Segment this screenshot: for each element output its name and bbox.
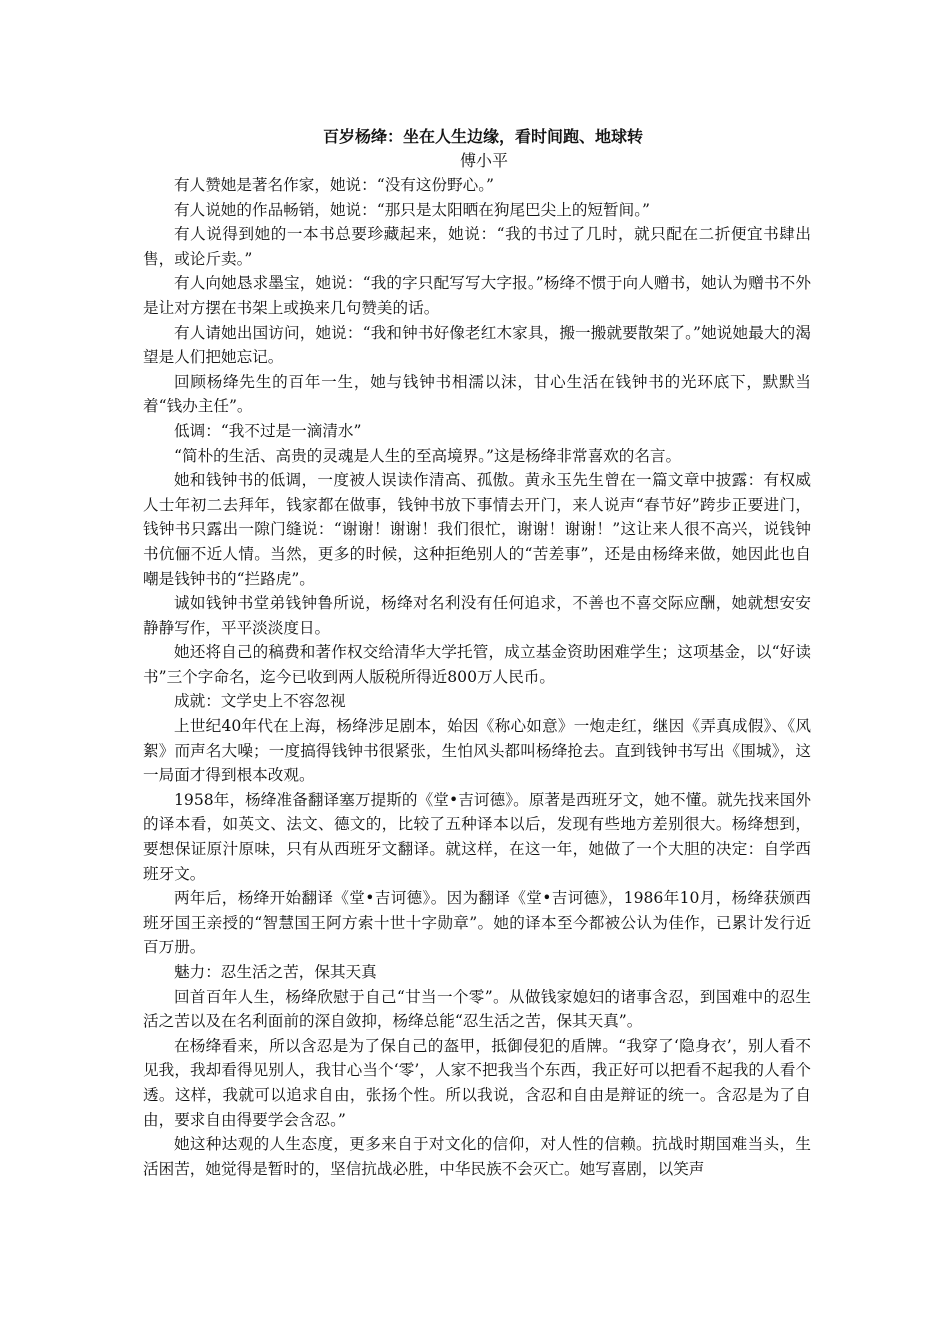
paragraph: 在杨绛看来，所以含忍是为了保自己的盔甲，抵御侵犯的盾牌。“我穿了‘隐身衣’，别人看不见我，我却看得见别人，我甘心当个‘零’，人家不把我当个东西，我正好可以把看不起我的人看个透。这样，我就可以追求自由，张扬个性。所以我说，含忍和自由是辩证的统一。含忍是为了自由，要求自由得要学会含忍。”	[143, 1036, 811, 1129]
section-heading: 成就：文学史上不容忽视	[174, 692, 346, 711]
paragraph: 有人赞她是著名作家，她说：“没有这份野心。”	[174, 176, 495, 194]
paragraph: 有人说得到她的一本书总要珍藏起来，她说：“我的书过了几时，就只配在二折便宜书肆出售，或论斤卖。”	[143, 225, 811, 268]
paragraph: 她这种达观的人生态度，更多来自于对文化的信仰，对人性的信赖。抗战时期国难当头，生活困苦，她觉得是暂时的，坚信抗战必胜，中华民族不会灭亡。她写喜剧，以笑声	[143, 1135, 811, 1178]
paragraph: 回顾杨绛先生的百年一生，她与钱钟书相濡以沫，甘心生活在钱钟书的光环底下，默默当着“钱办主任”。	[143, 372, 811, 416]
paragraph: 回首百年人生，杨绛欣慰于自己“甘当一个零”。从做钱家媳妇的诸事含忍，到国难中的忍生活之苦以及在名利面前的深自敛抑，杨绛总能“忍生活之苦，保其天真”。	[143, 987, 811, 1031]
article-body	[143, 173, 811, 1181]
paragraph: “简朴的生活、高贵的灵魂是人生的至高境界。”这是杨绛非常喜欢的名言。	[174, 446, 682, 465]
paragraph: 上世纪40年代在上海，杨绛涉足剧本，始因《称心如意》一炮走红，继因《弄真成假》、《风絮》而声名大噪；一度搞得钱钟书很紧张，生怕风头都叫杨绛抢去。直到钱钟书写出《围城》，这一局面才得到根本改观。	[143, 717, 811, 785]
paragraph: 有人向她恳求墨宝，她说：“我的字只配写写大字报。”杨绛不惯于向人赠书，她认为赠书不外是让对方摆在书架上或换来几句赞美的话。	[143, 274, 811, 317]
paragraph: 有人请她出国访问，她说：“我和钟书好像老红木家具，搬一搬就要散架了。”她说她最大的渴望是人们把她忘记。	[143, 323, 811, 367]
section-heading: 低调：“我不过是一滴清水”	[174, 421, 362, 440]
paragraph: 她还将自己的稿费和著作权交给清华大学托管，成立基金资助困难学生；这项基金，以“好读书”三个字命名，迄今已收到两人版税所得近800万人民币。	[143, 643, 811, 686]
document-page	[143, 125, 811, 1181]
paragraph: 她和钱钟书的低调，一度被人误读作清高、孤傲。黄永玉先生曾在一篇文章中披露：有权威人士年初二去拜年，钱家都在做事，钱钟书放下事情去开门，来人说声“春节好”跨步正要进门，钱钟书只露出一隙门缝说：“谢谢！谢谢！我们很忙，谢谢！谢谢！”这让来人很不高兴，说钱钟书伉俪不近人情。当然，更多的时候，这种拒绝别人的“苦差事”，还是由杨绛来做，她因此也自嘲是钱钟书的“拦路虎”。	[143, 471, 811, 588]
paragraph: 1958年，杨绛准备翻译塞万提斯的《堂•吉诃德》。原著是西班牙文，她不懂。就先找来国外的译本看，如英文、法文、德文的，比较了五种译本以后，发现有些地方差别很大。杨绛想到，要想保证原汁原味，只有从西班牙文翻译。就这样，在这一年，她做了一个大胆的决定：自学西班牙文。	[143, 790, 811, 883]
paragraph: 两年后，杨绛开始翻译《堂•吉诃德》。因为翻译《堂•吉诃德》，1986年10月，杨绛获颁西班牙国王亲授的“智慧国王阿方索十世十字勋章”。她的译本至今都被公认为佳作，已累计发行近百万册。	[143, 889, 811, 957]
paragraph: 诚如钱钟书堂弟钱钟鲁所说，杨绛对名利没有任何追求，不善也不喜交际应酬，她就想安安静静写作，平平淡淡度日。	[143, 594, 811, 637]
article-title: 百岁杨绛：坐在人生边缘，看时间跑、地球转	[322, 127, 643, 146]
paragraph: 有人说她的作品畅销，她说：“那只是太阳晒在狗尾巴尖上的短暂间。”	[174, 200, 650, 219]
section-heading: 魅力：忍生活之苦，保其天真	[174, 963, 377, 981]
article-author: 傅小平	[459, 151, 508, 170]
